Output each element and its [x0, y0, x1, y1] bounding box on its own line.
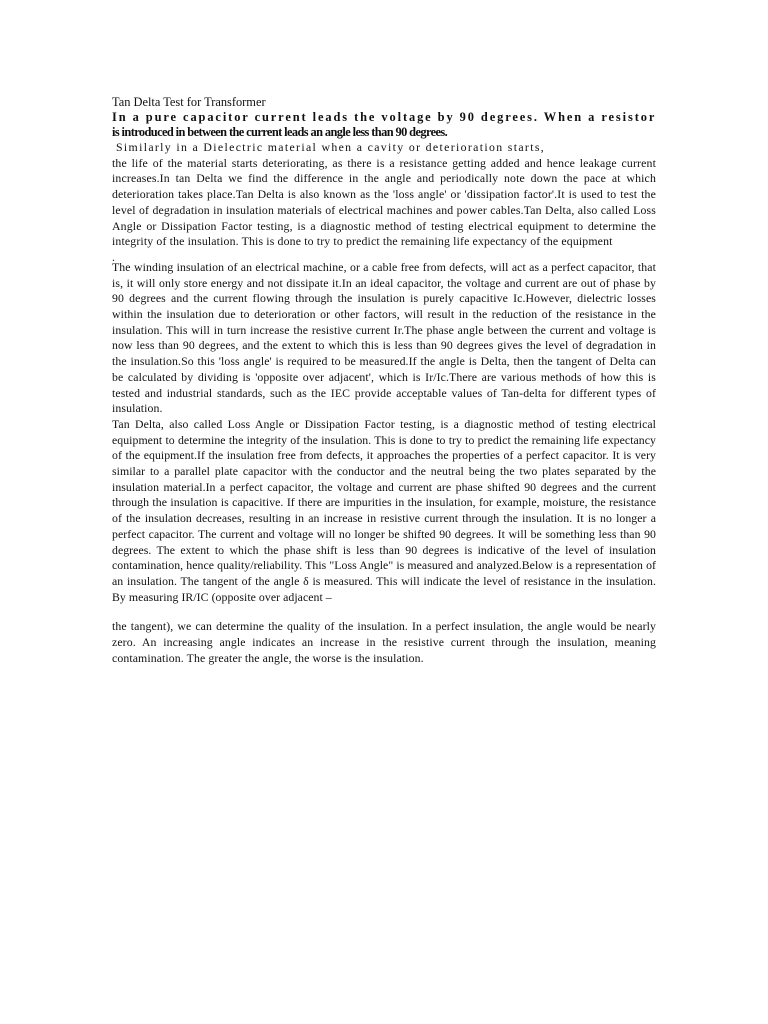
lead-part-1: In a pure capacitor current leads the voltage by 90 degrees. When a resistor [112, 110, 656, 124]
paragraph-4: the tangent), we can determine the quality of the insulation. In a perfect insulation, the angle would be nearly zero. An increasing angle indicates an increase in the resistive current through the insulation, meaning contamination. The greater the angle, the worse is the insulation. [112, 619, 656, 665]
lead-part-2: is introduced in between the current leads an angle less than 90 degrees. [112, 125, 448, 139]
paragraph-1-body: the life of the material starts deteriorating, as there is a resistance getting added and hence leakage current increases.In tan Delta we find the difference in the angle and periodically note down the pace at which deterioration takes place.Tan Delta is also known as the 'loss angle' or 'dissipation factor'.It is used to test the level of degradation in insulation materials of electrical machines and power cables.Tan Delta, also called Loss Angle or Dissipation Factor testing, is a diagnostic method of testing electrical equipment to determine the integrity of the insulation. This is done to try to predict the remaining life expectancy of the equipment [112, 155, 656, 249]
paragraph-2: The winding insulation of an electrical machine, or a cable free from defects, will act as a perfect capacitor, that is, it will only store energy and not dissipate it.In an ideal capacitor, the voltage and current are out of phase by 90 degrees and the current flowing through the insulation is purely capacitive Ic.However, dielectric losses within the insulation due to deterioration or other factors, will result in the reduction of the resistance in the insulation. This will in turn increase the resistive current Ir.The phase angle between the current and voltage is now less than 90 degrees, and the extent to which this is less than 90 degrees gives the level of degradation in the insulation.So this 'loss angle' is required to be measured.If the angle is Delta, then the tangent of Delta can be calculated by dividing is 'opposite over adjacent', which is Ir/Ic.There are various methods of how this is tested and industrial standards, such as the IEC provide acceptable values of Tan-delta for different types of insulation. [112, 259, 656, 416]
document-title: Tan Delta Test for Transformer [112, 95, 266, 109]
paragraph-1 [112, 140, 656, 250]
paragraph-3: Tan Delta, also called Loss Angle or Dissipation Factor testing, is a diagnostic method of testing electrical equipment to determine the integrity of the insulation. This is done to try to predict the remaining life expectancy of the equipment.If the insulation free from defects, it approaches the properties of a perfect capacitor. It is very similar to a parallel plate capacitor with the conductor and the neutral being the two plates separated by the insulation material.In a perfect capacitor, the voltage and current are phase shifted 90 degrees and the current through the insulation is capacitive. If there are impurities in the insulation, for example, moisture, the resistance of the insulation decreases, resulting in an increase in resistive current through the insulation. It is no longer a perfect capacitor. The current and voltage will no longer be shifted 90 degrees. It will be something less than 90 degrees. The extent to which the phase shift is less than 90 degrees is indicative of the level of insulation contamination, hence quality/reliability. This "Loss Angle" is measured and analyzed.Below is a representation of an insulation. The tangent of the angle δ is measured. This will indicate the level of resistance in the insulation. By measuring IR/IC (opposite over adjacent – [112, 416, 656, 604]
separator-dot: . [112, 249, 115, 264]
lead-paragraph [112, 110, 656, 140]
document-page [112, 94, 656, 667]
paragraph-1-first-line: Similarly in a Dielectric material when a cavity or deterioration starts, [116, 140, 546, 154]
